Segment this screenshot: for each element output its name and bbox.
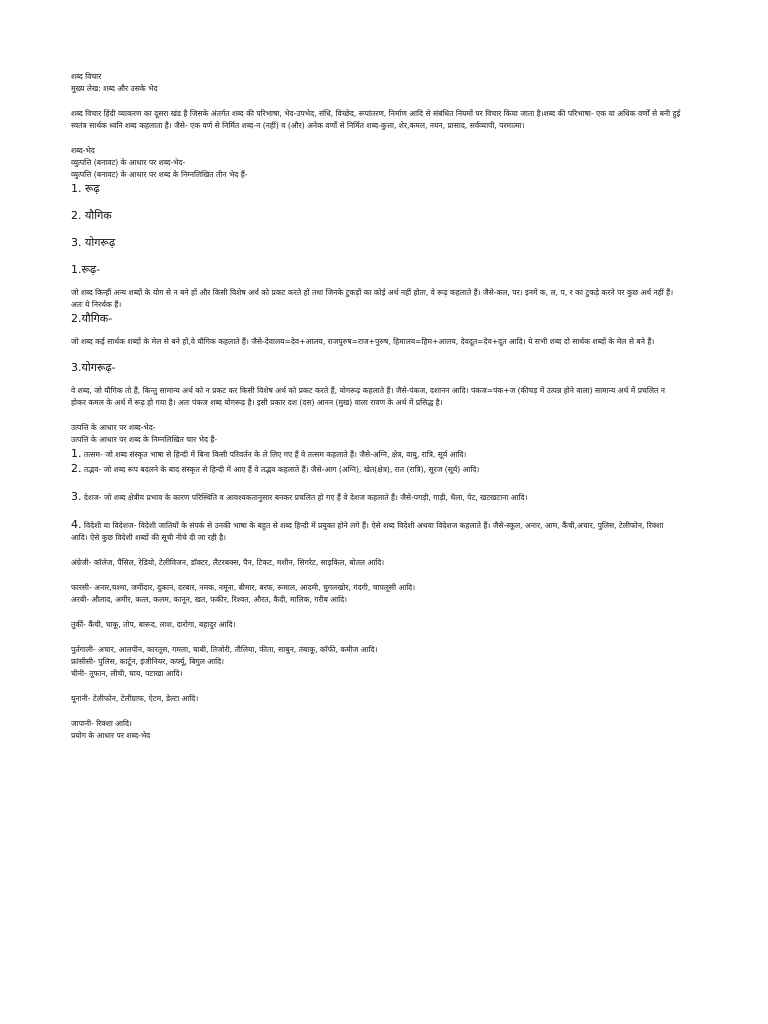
yogrudh-paragraph: वे शब्द, जो यौगिक तो हैं, किन्तु सामान्य अर्थ को न प्रकट कर किसी विशेष अर्थ को प्रकट करते हैं, योगरूढ़ कहलाते हैं। जैसे-पंकज, दशानन आदि। पंकज=पंक+ज (कीचड़ में उत्पन्न होने वाला) सामान्य अर्थ में प्रचलित न होकर कमल के अर्थ में रूढ़ हो गया है। अतः पंकज शब्द योगरूढ़ है। इसी प्रकार दश (दस) आनन (मुख) वाला रावण के अर्थ में प्रसिद्ध है। <box>71 386 665 407</box>
list-item-rudh: 1. रूढ़ <box>71 182 100 195</box>
section-heading-shabd-bhed: शब्द-भेद <box>71 146 95 155</box>
vyutpatti-heading: व्युत्पत्ति (बनावट) के आधार पर शब्द-भेद- <box>71 158 186 167</box>
chini-list: चीनी- तूफान, लीची, चाय, पटाखा आदि। <box>71 669 183 678</box>
tatsam-text: तत्सम- जो शब्द संस्कृत भाषा से हिन्दी में बिना किसी परिवर्तन के ले लिए गए हैं वे तत्सम कहलाते हैं। जैसे-अग्नि, क्षेत्र, वायु, रात्रि, सूर्य आदि। <box>83 450 467 459</box>
yunani-list: यूनानी- टेलीफोन, टेलीग्राफ, ऐटम, डेल्टा आदि। <box>71 694 199 703</box>
yaugik-paragraph: जो शब्द कई सार्थक शब्दों के मेल से बने हों,वे यौगिक कहलाते हैं। जैसे-देवालय=देव+आलय, राजपुरुष=राज+पुरुष, हिमालय=हिम+आलय, देवदूत=देव+दूत आदि। ये सभी शब्द दो सार्थक शब्दों के मेल से बने हैं। <box>71 337 655 346</box>
vyutpatti-intro: व्युत्पत्ति (बनावट) के आधार पर शब्द के निम्नलिखित तीन भेद हैं- <box>71 170 248 179</box>
document-page <box>71 71 681 742</box>
intro-paragraph: शब्द विचार हिंदी व्याकरण का दूसरा खंड है जिसके अंतर्गत शब्द की परिभाषा, भेद-उपभेद, संधि, विच्छेद, रूपांतरण, निर्माण आदि से संबंधित नियमों पर विचार किया जाता है।शब्द की परिभाषा- एक या अधिक वर्णों से बनी हुई स्वतंत्र सार्थक ध्वनि शब्द कहलाता है। जैसे- एक वर्ण से निर्मित शब्द-न (नहीं) व (और) अनेक वर्णों से निर्मित शब्द-कुत्ता, शेर,कमल, नयन, प्रासाद, सर्वव्यापी, परमात्मा। <box>71 109 681 130</box>
deshaj-paragraph <box>71 489 681 504</box>
turki-list: तुर्की- कैंची, चाकू, तोप, बारूद, लाश, दारोगा, बहादुर आदि। <box>71 620 236 629</box>
videshi-number: 4. <box>71 518 82 531</box>
list-item-yaugik: 2. यौगिक <box>71 209 112 222</box>
utpatti-intro: उत्पत्ति के आधार पर शब्द के निम्नलिखित चार भेद हैं- <box>71 435 218 444</box>
deshaj-number: 3. <box>71 490 82 503</box>
list-item-yogrudh: 3. योगरूढ़ <box>71 236 116 249</box>
tadbhav-paragraph <box>71 461 681 476</box>
fransisi-list: फ्रांसीसी- पुलिस, कार्टून, इंजीनियर, कर्फ्यू, बिगुल आदि। <box>71 657 225 666</box>
doc-subtitle: मुख्य लेख: शब्द और उसके भेद <box>71 84 158 93</box>
videshi-text: विदेशी या विदेशज- विदेशी जातियों के संपर्क से उनकी भाषा के बहुत से शब्द हिन्दी में प्रयुक्त होने लगे हैं। ऐसे शब्द विदेशी अथवा विदेशज कहलाते हैं। जैसे-स्कूल, अनार, आम, कैंची,अचार, पुलिस, टेलीफोन, रिक्शा आदि। ऐसे कुछ विदेशी शब्दों की सूची नीचे दी जा रही है। <box>71 521 664 542</box>
angreji-list: अंग्रेजी- कॉलेज, पैंसिल, रेडियो, टेलीविजन, डॉक्टर, लैटरबक्स, पैन, टिकट, मशीन, सिगरेट, साइकिल, बोतल आदि। <box>71 558 385 567</box>
yaugik-heading: 2.यौगिक- <box>71 312 113 325</box>
tadbhav-number: 2. <box>71 462 82 475</box>
doc-title: शब्द विचार <box>71 72 102 81</box>
deshaj-text: देशज- जो शब्द क्षेत्रीय प्रभाव के कारण परिस्थिति व आवश्यकतानुसार बनकर प्रचलित हो गए हैं वे देशज कहलाते हैं। जैसे-पगड़ी, गाड़ी, थैला, पेट, खटखटाना आदि। <box>83 493 528 502</box>
farsi-list: फारसी- अनार,चश्मा, जमींदार, दुकान, दरबार, नमक, नमूना, बीमार, बरफ, रूमाल, आदमी, चुगलखोर, गंदगी, चापलूसी आदि। <box>71 583 416 592</box>
utpatti-heading: उत्पत्ति के आधार पर शब्द-भेद- <box>71 423 156 432</box>
arabi-list: अरबी- औलाद, अमीर, कत्ल, कलम, कानून, खत, फकीर, रिश्वत, औरत, कैदी, मालिक, गरीब आदि। <box>71 595 348 604</box>
rudh-paragraph: जो शब्द किन्हीं अन्य शब्दों के योग से न बने हों और किसी विशेष अर्थ को प्रकट करते हों तथा जिनके टुकड़ों का कोई अर्थ नहीं होता, वे रूढ़ कहलाते हैं। जैसे-कल, पर। इनमें क, ल, प, र का टुकड़े करने पर कुछ अर्थ नहीं हैं। अतः ये निरर्थक हैं। <box>71 288 674 309</box>
rudh-heading: 1.रूढ़- <box>71 263 101 276</box>
tatsam-number: 1. <box>71 447 82 460</box>
tatsam-paragraph <box>71 446 681 461</box>
tadbhav-text: तद्भव- जो शब्द रूप बदलने के बाद संस्कृत से हिन्दी में आए हैं वे तद्भव कहलाते हैं। जैसे-आग (अग्नि), खेत(क्षेत्र), रात (रात्रि), सूरज (सूर्य) आदि। <box>83 465 480 474</box>
purtgali-list: पुर्तगाली- अचार, आलपीन, कारतूस, गमला, चाबी, तिजोरी, तौलिया, फीता, साबुन, तंबाकू, कॉफी, कमीज आदि। <box>71 645 378 654</box>
videshi-paragraph <box>71 517 681 544</box>
prayog-heading: प्रयोग के आधार पर शब्द-भेद <box>71 731 151 740</box>
yogrudh-heading: 3.योगरूढ़- <box>71 361 116 374</box>
japani-list: जापानी- रिक्शा आदि। <box>71 719 132 728</box>
